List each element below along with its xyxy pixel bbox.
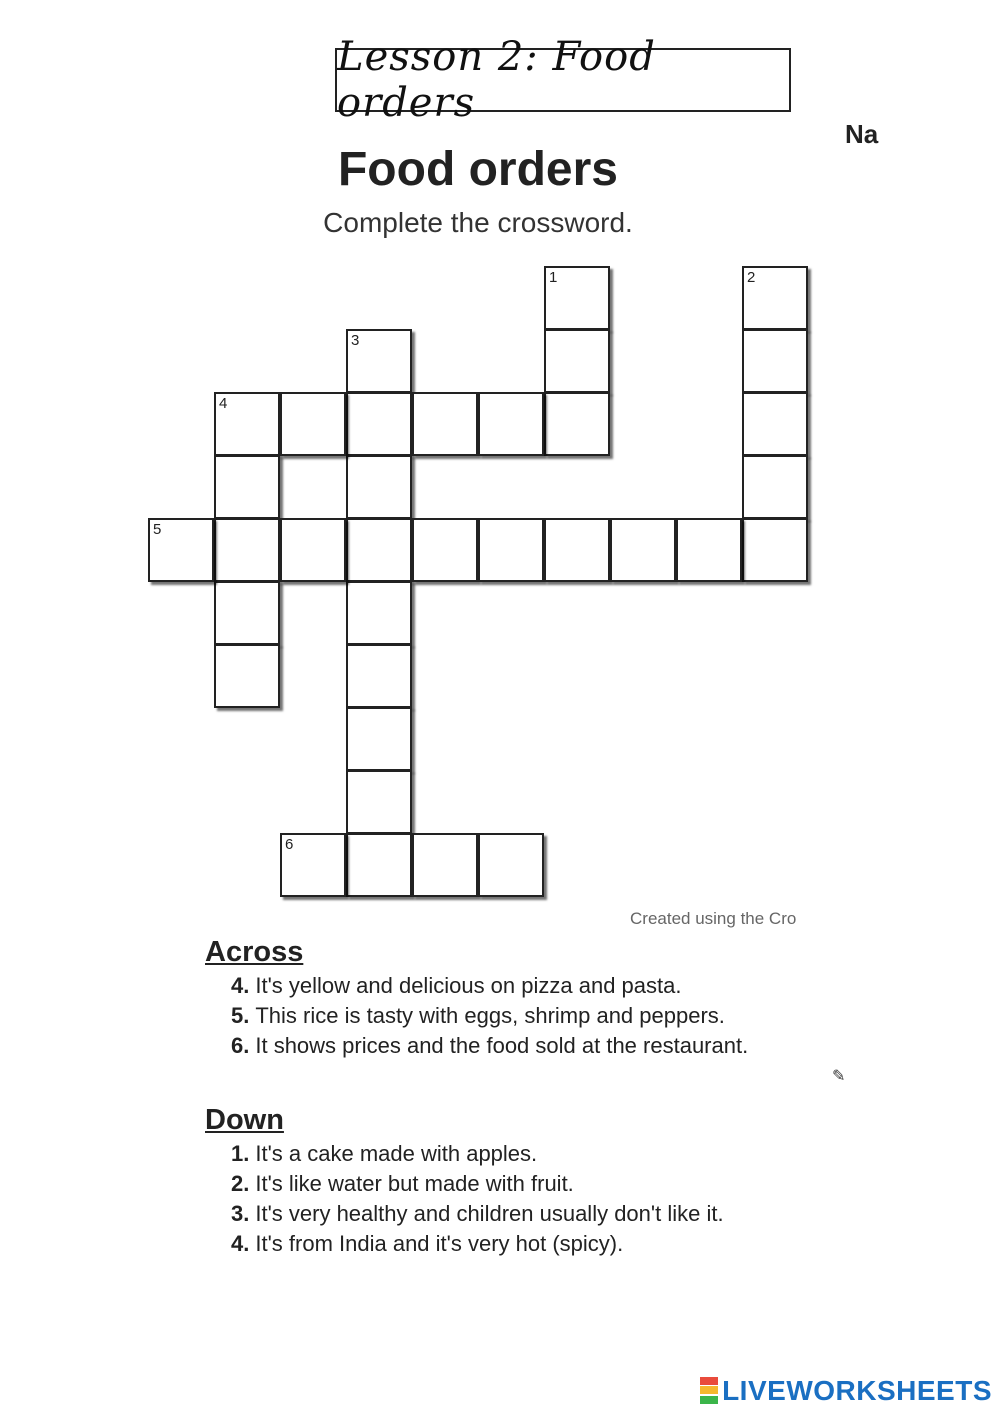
clue-item [231,1169,724,1199]
crossword-cell[interactable] [148,518,214,582]
cropped-name-label: Na [845,119,879,149]
crossword-cell[interactable] [742,266,808,330]
logo-text: LIVEWORKSHEETS [722,1375,992,1406]
crossword-cell[interactable] [478,833,544,897]
clue-item [231,1001,748,1031]
clue-text: It's like water but made with fruit. [255,1171,574,1196]
crossword-cell[interactable] [544,392,610,456]
clue-text: It's yellow and delicious on pizza and pasta. [255,973,682,998]
crossword-cell[interactable] [676,518,742,582]
lesson-title: Lesson 2: Food orders [337,34,656,126]
cell-number: 6 [285,836,294,853]
crossword-cell[interactable] [544,329,610,393]
crossword-cell[interactable] [544,266,610,330]
lesson-title-box [335,34,791,126]
crossword-cell[interactable] [346,329,412,393]
crossword-cell[interactable] [742,329,808,393]
cell-number: 2 [747,269,756,286]
crossword-cell[interactable] [280,833,346,897]
crossword-cell[interactable] [214,644,280,708]
crossword-cell[interactable] [478,392,544,456]
clue-number: 2. [231,1171,250,1196]
crossword-cell[interactable] [214,455,280,519]
crossword-cell[interactable] [280,518,346,582]
clue-item [231,1031,748,1061]
crossword-cell[interactable] [346,644,412,708]
clue-item [231,971,748,1001]
clue-number: 6. [231,1033,250,1058]
across-clues [205,936,748,1061]
crossword-cell[interactable] [742,455,808,519]
crossword-cell[interactable] [412,833,478,897]
crossword-cell[interactable] [742,392,808,456]
crossword-cell[interactable] [214,392,280,456]
crossword-cell[interactable] [346,833,412,897]
crossword-cell[interactable] [412,518,478,582]
crossword-cell[interactable] [346,707,412,771]
clue-item [231,1229,724,1259]
cell-number: 1 [549,269,558,286]
down-heading: Down [205,1104,284,1136]
cell-number: 3 [351,332,360,349]
crossword-cell[interactable] [412,392,478,456]
crossword-cell[interactable] [346,455,412,519]
logo-icon [700,1377,718,1405]
page-subtitle: Complete the crossword. [323,207,633,238]
crossword-cell[interactable] [478,518,544,582]
liveworksheets-logo [700,1375,992,1407]
crossword-cell[interactable] [346,581,412,645]
across-heading: Across [205,936,304,968]
crossword-cell[interactable] [346,392,412,456]
crossword-cell[interactable] [544,518,610,582]
down-clues [205,1104,724,1259]
clue-item [231,1199,724,1229]
crossword-cell[interactable] [346,770,412,834]
clue-item [231,1139,724,1169]
clue-text: It's very healthy and children usually don't like it. [255,1201,724,1226]
created-using-note: Created using the Cro [630,909,797,928]
page-title: Food orders [337,143,618,196]
crossword-cell[interactable] [214,581,280,645]
clue-number: 3. [231,1201,250,1226]
crossword-cell[interactable] [280,392,346,456]
clue-text: This rice is tasty with eggs, shrimp and peppers. [255,1003,725,1028]
clue-text: It shows prices and the food sold at the restaurant. [255,1033,749,1058]
clue-text: It's a cake made with apples. [255,1141,538,1166]
crossword-cell[interactable] [214,518,280,582]
crossword-cell[interactable] [346,518,412,582]
cell-number: 4 [219,395,228,412]
clue-number: 1. [231,1141,250,1166]
pencil-icon: ✎ [832,1068,846,1085]
crossword-cell[interactable] [742,518,808,582]
cell-number: 5 [153,521,162,538]
crossword-cell[interactable] [610,518,676,582]
clue-number: 4. [231,1231,250,1256]
clue-number: 4. [231,973,250,998]
clue-number: 5. [231,1003,250,1028]
clue-text: It's from India and it's very hot (spicy). [255,1231,624,1256]
